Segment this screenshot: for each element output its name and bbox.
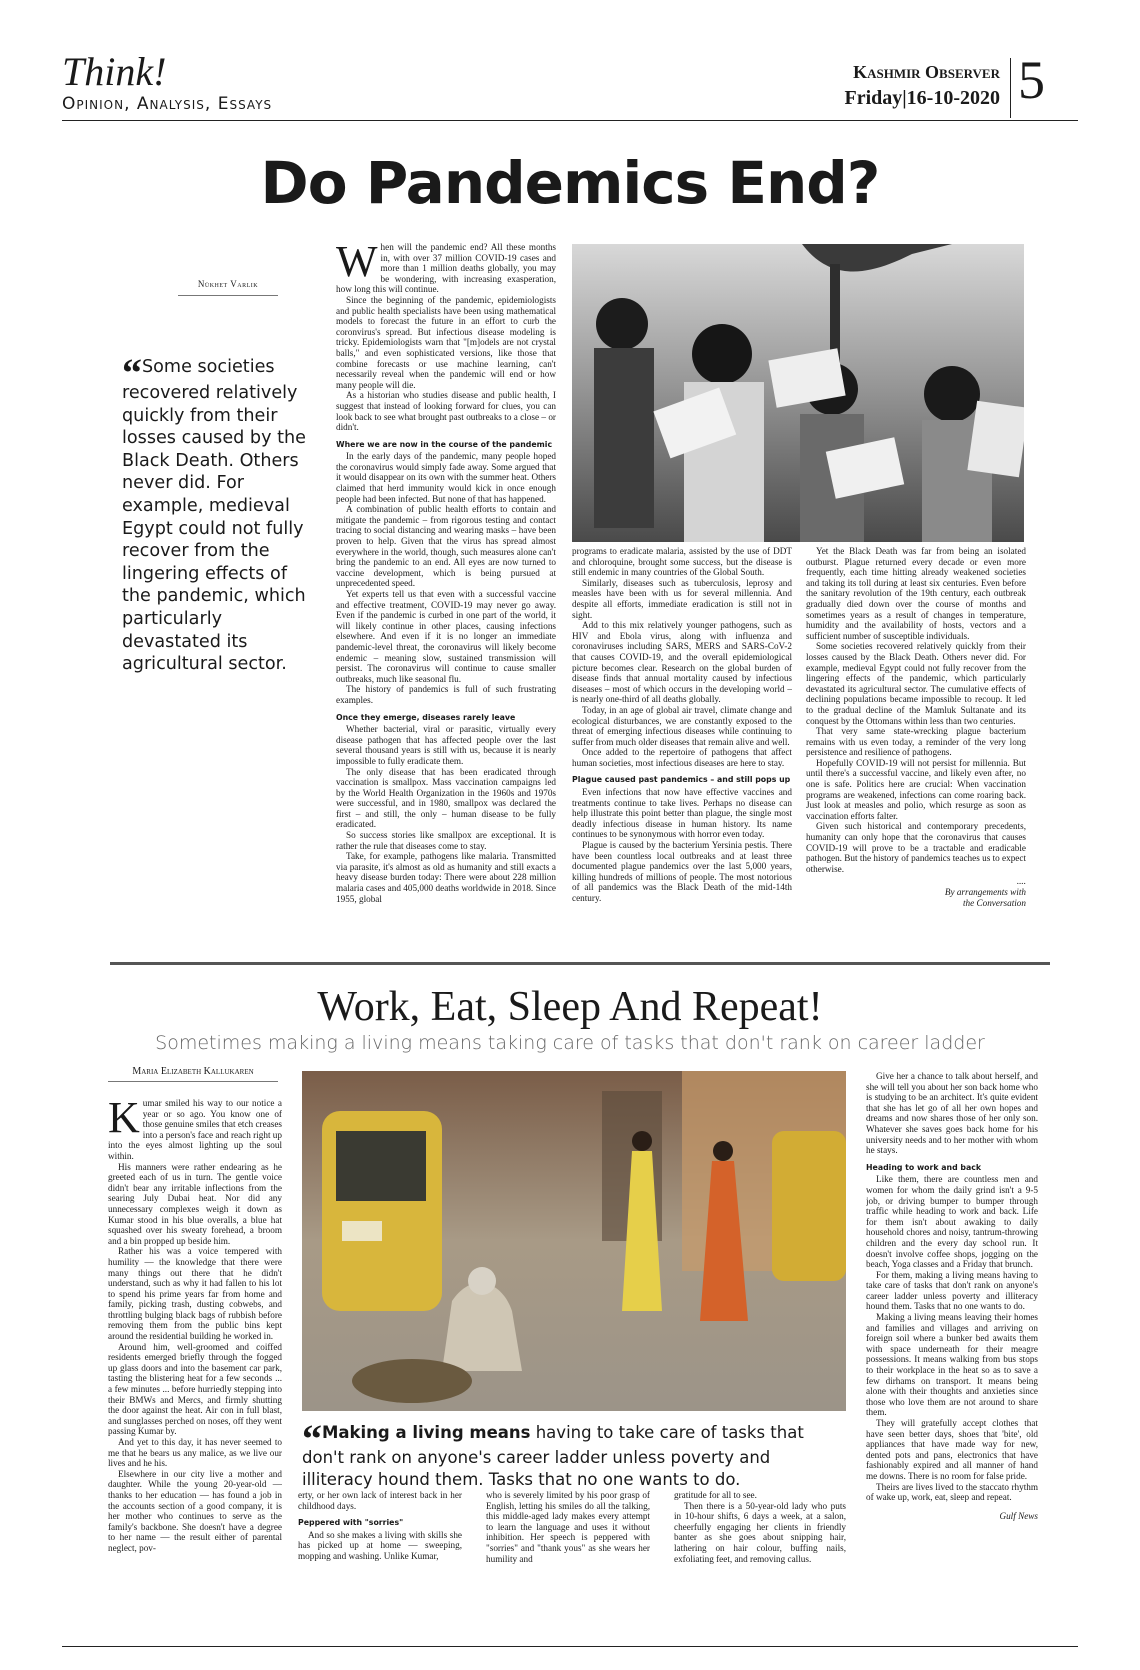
subheading: Once they emerge, diseases rarely leave	[336, 712, 516, 722]
paragraph: Give her a chance to talk about herself, and she will tell you about her son back home who is studying to be an architect. It's quite evident that she has let go of all her own hopes and dreams and now shares those of her only son. Whatever she saves goes back home for his university needs and to her mother with whom he stays.	[866, 1071, 1038, 1156]
children-certificates-photo	[572, 244, 1024, 542]
subheading: Peppered with "sorries"	[298, 1518, 404, 1528]
section-subtitle: Opinion, Analysis, Essays	[62, 94, 273, 114]
paragraph: programs to eradicate malaria, assisted by the use of DDT and chloroquine, brought some success, but the disease is still endemic in many countries of the Global South.	[572, 546, 792, 578]
paragraph: Similarly, diseases such as tuberculosis, leprosy and measles have been with us for several millennia. And despite all efforts, immediate eradication is still not in sight.	[572, 577, 792, 620]
byline-article1: Nükhet Varlik	[197, 279, 259, 289]
pullquote-article1	[122, 350, 308, 676]
dropcap-w: W	[336, 242, 378, 286]
paragraph: Around him, well-groomed and coiffed residents emerged briefly through the fogged up glass doors and into the basement car park, tasting the blistering heat for a few seconds ... a few minutes ... before hurriedly stepping into their BMWs and Mercs, and firmly shutting the door against the heat. Air con in full blast, and sunglasses perched on noses, off they went passing Kumar by.	[108, 1341, 282, 1437]
article2-column-3	[486, 1490, 650, 1640]
paragraph: Since the beginning of the pandemic, epidemiologists and public health specialists have been using mathematical models to forecast the future in an effort to curb the coronvirus's spread. But infectious disease modeling is tricky. Epidemiologists warn that "[m]odels are not crystal balls," and even sophisticated versions, like those that combine forecasts or use machine learning, can't necessarily reveal when the pandemic will end or how many people will die.	[336, 294, 556, 390]
headline-work-eat-sleep: Work, Eat, Sleep And Repeat!	[317, 984, 823, 1030]
paragraph: who is severely limited by his poor grasp of English, letting his smiles do all the talking, this middle-aged lady makes every attempt to learn the language and uses it without inhibition. Her speech is peppered with "sorries" and "thank yous" as she wears her humility and	[486, 1490, 650, 1564]
paragraph: And yet to this day, it has never seemed to me that he bears us any malice, as we live our lives and he his.	[108, 1437, 282, 1469]
photo-street-icon	[302, 1071, 846, 1411]
paragraph: Add to this mix relatively younger pathogens, such as HIV and Ebola virus, along with influenza and coronaviruses including SARS, MERS and SARS-CoV-2 that causes COVID-19, and the overall epidemiological picture becomes clear. Research on the global burden of disease finds that annual mortality caused by infectious diseases – most of which occurs in the developing world – is nearly one-third of all deaths globally.	[572, 620, 792, 705]
paragraph: Once added to the repertoire of pathogens that affect human societies, most infectious diseases are here to stay.	[572, 747, 792, 768]
paragraph: In the early days of the pandemic, many people hoped the coronavirus would simply fade away. Some argued that it would disappear on its own with the summer heat. Others claimed that herd immunity would kick in once enough people had been infected. But none of that has happened.	[336, 451, 556, 504]
section-title: Think!	[62, 49, 167, 94]
byline-rule	[178, 295, 278, 296]
paragraph: Yet experts tell us that even with a successful vaccine and effective treatment, COVID-19 may never go away. Even if the pandemic is curbed in one part of the world, it will likely continue in other places, causing infections elsewhere. And even if it is no longer an immediate pandemic-level threat, the coronavirus will likely become endemic – meaning slow, sustained transmission will persist. The coronavirus will continue to cause smaller outbreaks, much like seasonal flu.	[336, 589, 556, 684]
paragraph: Elsewhere in our city live a mother and daughter. While the young 20-year-old — thanks to her education — has found a job in the accounts section of a good company, it is her mother who continues to serve as the family's backbone. She doesn't have a degree to her name — the result either of parental neglect, pov-	[108, 1468, 282, 1553]
article-divider	[110, 962, 1050, 965]
paragraph: A combination of public health efforts to contain and mitigate the pandemic – from rigorous testing and contact tracing to social distancing and wearing masks – have been proven to help. Given that the virus has spread almost everywhere in the world, though, such measures alone can't bring the pandemic to an end. All eyes are now turned to vaccine development, which is being pursued at unprecedented speed.	[336, 504, 556, 589]
paragraph: gratitude for all to see.	[674, 1490, 757, 1500]
street-scene-photo	[302, 1071, 846, 1411]
dropcap-k: K	[108, 1098, 140, 1142]
article2-column-4	[674, 1490, 846, 1640]
header-rule	[62, 120, 1078, 121]
paragraph: For them, making a living means having to take care of tasks that don't rank on anyone's career ladder unless poverty and illiteracy hound them. Tasks that no one wants to do.	[866, 1269, 1038, 1312]
byline-rule-2	[108, 1081, 278, 1082]
credit-gulf-news: Gulf News	[999, 1510, 1038, 1521]
paragraph: So success stories like smallpox are exceptional. It is rather the rule that diseases come to stay.	[336, 830, 556, 851]
paragraph: Like them, there are countless men and women for whom the daily grind isn't a 9-5 job, or driving bumper to bumper through traffic while heading to work and back. Life for them isn't about awaking to daily household chores and noisy, tantrum-throwing children and the every day school run. It doesn't involve coffee shops, jogging on the beach, Yoga classes and a Friday that brunch.	[866, 1174, 1038, 1270]
paragraph: Even infections that now have effective vaccines and treatments continue to take lives. Perhaps no disease can help illustrate this point better than plague, the single most deadly infectious disease in human history. Its name continues to be synonymous with horror even today.	[572, 787, 792, 840]
paragraph: And so she makes a living with skills she has picked up at home — sweeping, mopping and washing. Unlike Kumar,	[298, 1529, 462, 1561]
paragraph: erty, or her own lack of interest back in her childhood days.	[298, 1490, 462, 1511]
pullquote-article2	[302, 1416, 842, 1491]
paragraph: The only disease that has been eradicated through vaccination is smallpox. Mass vaccination campaigns led by the World Health Organization in the 1960s and 1970s were successful, and in 1980, smallpox was declared the first – and still, the only – human disease to be fully eradicated.	[336, 766, 556, 830]
paragraph: Given such historical and contemporary precedents, humanity can only hope that the coronavirus that causes COVID-19 will prove to be a tractable and eradicable pathogen. But the history of pandemics teaches us to expect otherwise.	[806, 821, 1026, 874]
date-line: Friday|16-10-2020	[844, 87, 1000, 109]
headline-pandemics: Do Pandemics End?	[260, 149, 880, 217]
paragraph: Rather his was a voice tempered with humility — the knowledge that there were many things out there that he didn't understand, such as why it had fallen to his lot to spend his prime years far from home and family, picking trash, dusting cobwebs, and throttling bulging black bags of rubbish before removing them from the public bins kept around the residential building he worked in.	[108, 1246, 282, 1342]
paragraph: Today, in an age of global air travel, climate change and ecological disturbances, we are constantly exposed to the threat of emerging infectious diseases while continuing to suffer from much older diseases that remain alive and well.	[572, 704, 792, 747]
paragraph: Plague is caused by the bacterium Yersinia pestis. There have been countless local outbreaks and at least three documented plague pandemics over the last 5,000 years, killing hundreds of millions of people. The most notorious of all pandemics was the Black Death of the mid-14th century.	[572, 840, 792, 903]
header-divider	[1010, 58, 1011, 118]
paragraph: His manners were rather endearing as he greeted each of us in turn. The gentle voice didn't bear any irritable inflections from the searing July Dubai heat. Nor did any unnecessary complexes weigh it down as Kumar stood in his blue overalls, a blue hat squashed over his sweaty forehead, a broom and a bin propped up beside him.	[108, 1161, 282, 1246]
page-number: 5	[1018, 50, 1045, 110]
article2-column-5	[866, 1071, 1038, 1643]
article2-column-2	[298, 1490, 462, 1640]
subheading: Where we are now in the course of the pandemic	[336, 439, 553, 449]
article1-column-2	[572, 546, 792, 954]
paragraph: They will gratefully accept clothes that have seen better days, shoes that 'bite', old appliances that have made way for new, dented pots and pans, electronics that have fashionably expired and all manner of hand me downs. There is no room for false pride.	[866, 1418, 1038, 1481]
lead-paragraph: umar smiled his way to our notice a year or so ago. You know one of those genuine smiles that etch creases into a person's face and reach right up into the eyes almost lighting up the soul within.	[108, 1098, 282, 1161]
pullquote-bold: Making a living means	[322, 1423, 531, 1442]
article1-column-1	[336, 242, 556, 954]
article2-column-1	[108, 1098, 282, 1638]
paragraph: Whether bacterial, viral or parasitic, virtually every disease pathogen that has affected people over the last several thousand years is still with us, because it is nearly impossible to fully eradicate them.	[336, 724, 556, 766]
pullquote-rest: having to take care of tasks that don't rank on anyone's career ladder unless poverty and illiteracy hound them. Tasks that no one wants to do.	[302, 1423, 804, 1489]
byline-article2: Maria Elizabeth Kallukaren	[132, 1066, 254, 1077]
paragraph: Take, for example, pathogens like malaria. Transmitted via parasite, it's almost as old as humanity and still exacts a heavy disease burden today: There were about 228 million malaria cases and 405,000 deaths worldwide in 2018. Since 1955, global	[336, 851, 556, 904]
paragraph: The history of pandemics is full of such frustrating examples.	[336, 684, 556, 705]
subheading: Heading to work and back	[866, 1162, 982, 1172]
paragraph: That very same state-wrecking plague bacterium remains with us even today, a reminder of the very long persistence and resilience of pathogens.	[806, 726, 1026, 758]
subheading: Plague caused past pandemics – and still pops up	[572, 775, 791, 785]
article1-column-3	[806, 546, 1026, 956]
paragraph: Yet the Black Death was far from being an isolated outburst. Plague returned every decade or even more frequently, each time hitting already weakened societies and taking its toll during at least six centuries. Even before the sanitary revolution of the 19th century, each outbreak gradually died down over the course of months and sometimes years as a result of changes in temperature, humidity and the availability of hosts, vectors and a sufficient number of susceptible individuals.	[806, 546, 1026, 641]
subhead-article2: Sometimes making a living means taking care of tasks that don't rank on career ladder	[155, 1032, 985, 1054]
pullquote-text: Some societies recovered relatively quickly from their losses caused by the Black Death. Others never did. For example, medieval Egypt could not fully recover from the lingering effects of the pandemic, which particularly devastated its agricultural sector.	[122, 357, 306, 675]
paragraph: Then there is a 50-year-old lady who puts in 10-hour shifts, 6 days a week, at a salon, cheerfully engaging her clients in friendly banter as she goes about snipping hair, lathering on hair colour, buffing nails, exfoliating feet, and removing callus.	[674, 1500, 846, 1564]
paragraph: Hopefully COVID-19 will not persist for millennia. But until there's a successful vaccine, and likely even after, no one is safe. Politics here are crucial: When vaccination programs are weakened, infections can come roaring back. Just look at measles and polio, which resurge as soon as vaccination efforts falter.	[806, 757, 1026, 821]
footer-rule	[62, 1646, 1078, 1647]
paper-name: Kashmir Observer	[853, 62, 1000, 82]
paragraph: Making a living means leaving their homes and families and villages and arriving on foreign soil where a bunker bed awaits them with space underneath for their meagre possessions. It means walking from bus stops to their workplace in the heat so as to save a few dirhams on transport. It means being alone with their thoughts and anxieties since those who love them are not around to share them.	[866, 1312, 1038, 1418]
quote-mark-icon: “	[122, 350, 142, 395]
paragraph: Theirs are lives lived to the staccato rhythm of wake up, work, eat, sleep and repeat.	[866, 1481, 1038, 1503]
credit-line-2: the Conversation	[962, 897, 1026, 908]
lead-paragraph: hen will the pandemic end? All these months in, with over 37 million COVID-19 cases and more than 1 million deaths globally, you may be wondering, with increasing exasperation, how long this will continue.	[336, 242, 556, 295]
photo-children-icon	[572, 244, 1024, 542]
credit-line-1: By arrangements with	[944, 887, 1026, 897]
paragraph: As a historian who studies disease and public health, I suggest that instead of looking forward for clues, you can look back to see what brought past outbreaks to a close – or didn't.	[336, 390, 556, 433]
quote-mark-icon: “	[302, 1416, 322, 1461]
dots: ....	[1016, 876, 1026, 887]
paragraph: Some societies recovered relatively quickly from their losses caused by the Black Death. Others never did. For example, medieval Egypt could not fully recover from the lingering effects of the pandemic, which particularly devastated its agricultural sector. The cumulative effects of declining populations became impossible to recoup. It led to the gradual decline of the Mamluk Sultanate and its conquest by the Ottomans within less than two centuries.	[806, 641, 1026, 726]
